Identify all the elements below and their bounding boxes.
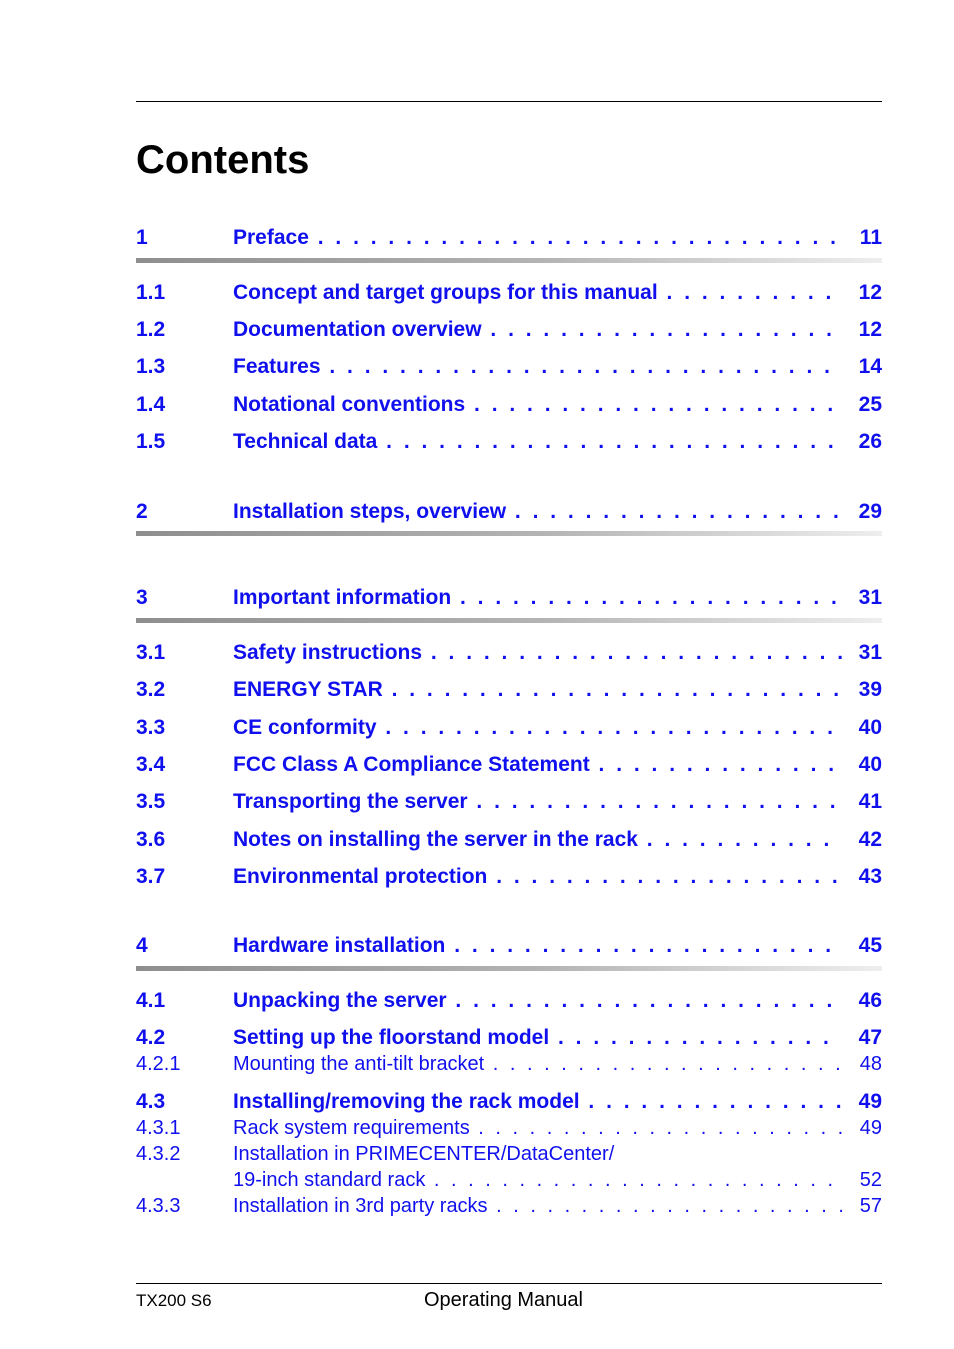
toc-label: Technical data . . . bbox=[233, 429, 842, 455]
chapter-divider bbox=[136, 258, 882, 263]
toc-number: 1.1 bbox=[136, 281, 166, 304]
toc-label: ENERGY STAR . . . bbox=[233, 677, 842, 703]
top-rule bbox=[136, 101, 882, 102]
toc-number: 1.4 bbox=[136, 393, 166, 416]
toc-label: CE conformity . . . bbox=[233, 715, 842, 741]
toc-entry-4-3[interactable] bbox=[136, 1089, 882, 1115]
toc-label: Concept and target groups for this manual . . . bbox=[233, 280, 842, 306]
toc-label-line-1[interactable]: Installation in PRIMECENTER/DataCenter/ bbox=[233, 1143, 615, 1165]
toc-entry-chapter-3[interactable] bbox=[136, 585, 882, 611]
toc-page: 31 bbox=[858, 641, 882, 664]
toc-page: 40 bbox=[858, 753, 882, 776]
chapter-divider bbox=[136, 966, 882, 971]
chapter-divider bbox=[136, 618, 882, 623]
footer-rule bbox=[136, 1283, 882, 1284]
toc-number: 3.2 bbox=[136, 678, 166, 701]
toc-page: 57 bbox=[859, 1195, 882, 1217]
toc-page: 14 bbox=[858, 355, 882, 378]
toc-label: FCC Class A Compliance Statement . . . bbox=[233, 752, 842, 778]
toc-label: Unpacking the server . . . bbox=[233, 988, 842, 1014]
toc-label: Hardware installation . . . bbox=[233, 933, 842, 959]
toc-entry-3-6[interactable] bbox=[136, 827, 882, 853]
toc-number: 4.1 bbox=[136, 989, 166, 1012]
toc-entry-3-1[interactable] bbox=[136, 640, 882, 666]
toc-number: 1.3 bbox=[136, 355, 166, 378]
page-title: Contents bbox=[136, 138, 310, 182]
toc-label: Documentation overview . . . bbox=[233, 317, 842, 343]
toc-page: 41 bbox=[858, 790, 882, 813]
toc-label: Notes on installing the server in the rack . . . bbox=[233, 827, 842, 853]
toc-page: 26 bbox=[858, 430, 882, 453]
toc-entry-3-7[interactable] bbox=[136, 864, 882, 890]
toc-label: Mounting the anti-tilt bracket . . . bbox=[233, 1051, 842, 1077]
toc-entry-1-3[interactable] bbox=[136, 354, 882, 380]
toc-entry-4-2[interactable] bbox=[136, 1025, 882, 1051]
toc-number: 3.6 bbox=[136, 828, 166, 851]
toc-page: 12 bbox=[858, 281, 882, 304]
toc-page: 42 bbox=[858, 828, 882, 851]
toc-label: Important information . . . bbox=[233, 585, 842, 611]
toc-number: 4 bbox=[136, 934, 148, 957]
toc-label: Rack system requirements . . . bbox=[233, 1115, 842, 1141]
toc-entry-1-5[interactable] bbox=[136, 429, 882, 455]
toc-entry-3-4[interactable] bbox=[136, 752, 882, 778]
toc-page: 49 bbox=[859, 1117, 882, 1139]
toc-label: Installation in 3rd party racks . . . bbox=[233, 1193, 842, 1219]
toc-page: 12 bbox=[858, 318, 882, 341]
toc-number: 3 bbox=[136, 586, 148, 609]
toc-page: 11 bbox=[859, 226, 882, 249]
toc-entry-3-5[interactable] bbox=[136, 789, 882, 815]
toc-page: 29 bbox=[858, 500, 882, 523]
toc-entry-4-1[interactable] bbox=[136, 988, 882, 1014]
toc-page: 43 bbox=[858, 865, 882, 888]
footer-document-title: Operating Manual bbox=[424, 1289, 583, 1311]
toc-number: 4.3.3 bbox=[136, 1195, 181, 1217]
toc-page: 40 bbox=[858, 716, 882, 739]
toc-number: 2 bbox=[136, 500, 148, 523]
toc-entry-4-3-3[interactable] bbox=[136, 1193, 882, 1219]
toc-entry-chapter-2[interactable] bbox=[136, 499, 882, 525]
toc-entry-3-3[interactable] bbox=[136, 715, 882, 741]
toc-entry-4-3-1[interactable] bbox=[136, 1115, 882, 1141]
toc-page: 25 bbox=[858, 393, 882, 416]
toc-page: 47 bbox=[858, 1026, 882, 1049]
toc-page: 31 bbox=[858, 586, 882, 609]
toc-number: 3.5 bbox=[136, 790, 166, 813]
toc-number: 4.2.1 bbox=[136, 1053, 181, 1075]
toc-page: 39 bbox=[858, 678, 882, 701]
toc-number: 4.3.2 bbox=[136, 1143, 181, 1165]
toc-number: 1.5 bbox=[136, 430, 166, 453]
toc-number: 1 bbox=[136, 226, 148, 249]
toc-number: 4.3 bbox=[136, 1090, 166, 1113]
toc-number: 4.2 bbox=[136, 1026, 166, 1049]
toc-page: 46 bbox=[858, 989, 882, 1012]
toc-page: 48 bbox=[859, 1053, 882, 1075]
toc-entry-chapter-1[interactable] bbox=[136, 225, 882, 251]
toc-number: 1.2 bbox=[136, 318, 166, 341]
toc-number: 4.3.1 bbox=[136, 1117, 181, 1139]
toc-number: 3.3 bbox=[136, 716, 166, 739]
toc-label: Transporting the server . . . bbox=[233, 789, 842, 815]
toc-page: 45 bbox=[858, 934, 882, 957]
toc-entry-1-1[interactable] bbox=[136, 280, 882, 306]
toc-entry-4-2-1[interactable] bbox=[136, 1051, 882, 1077]
toc-page: 49 bbox=[858, 1090, 882, 1113]
toc-label: Preface . . . bbox=[233, 225, 842, 251]
toc-label: Installation steps, overview . . . bbox=[233, 499, 842, 525]
toc-number: 3.7 bbox=[136, 865, 166, 888]
toc-label: Safety instructions . . . bbox=[233, 640, 842, 666]
toc-entry-3-2[interactable] bbox=[136, 677, 882, 703]
toc-label: 19-inch standard rack . . . bbox=[233, 1167, 842, 1193]
toc-label: Features . . . bbox=[233, 354, 842, 380]
toc-label: Notational conventions . . . bbox=[233, 392, 842, 418]
toc-entry-1-4[interactable] bbox=[136, 392, 882, 418]
toc-number: 3.4 bbox=[136, 753, 166, 776]
chapter-divider bbox=[136, 531, 882, 536]
toc-label: Setting up the floorstand model . . . bbox=[233, 1025, 842, 1051]
toc-entry-chapter-4[interactable] bbox=[136, 933, 882, 959]
toc-page: 52 bbox=[859, 1169, 882, 1191]
toc-entry-4-3-2[interactable] bbox=[136, 1167, 882, 1193]
toc-label: Environmental protection . . . bbox=[233, 864, 842, 890]
toc-label: Installing/removing the rack model . . . bbox=[233, 1089, 842, 1115]
toc-number: 3.1 bbox=[136, 641, 166, 664]
footer-model: TX200 S6 bbox=[136, 1291, 212, 1310]
toc-entry-1-2[interactable] bbox=[136, 317, 882, 343]
